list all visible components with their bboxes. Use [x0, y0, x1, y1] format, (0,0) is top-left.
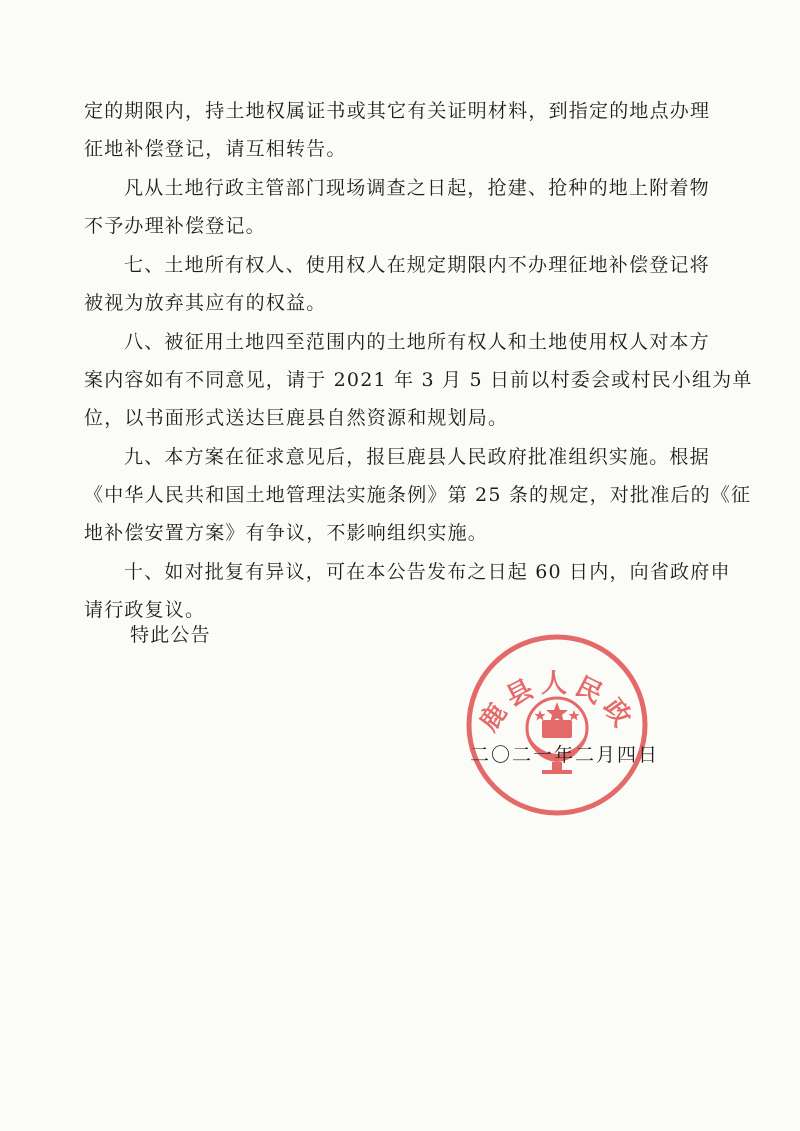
paragraph-line: 不予办理补偿登记。	[84, 215, 266, 237]
paragraph-line: 案内容如有不同意见，请于 2021 年 3 月 5 日前以村委会或村民小组为单	[84, 369, 753, 391]
paragraph-line: 八、被征用土地四至范围内的土地所有权人和土地使用权人对本方	[124, 331, 710, 353]
paragraph-line: 地补偿安置方案》有争议，不影响组织实施。	[84, 522, 489, 544]
seal-text: 鹿县人民政	[473, 668, 641, 738]
paragraph-line: 征地补偿登记，请互相转告。	[84, 138, 347, 160]
paragraph-line: 七、土地所有权人、使用权人在规定期限内不办理征地补偿登记将	[124, 254, 710, 276]
paragraph-line: 请行政复议。	[84, 599, 206, 621]
paragraph-line: 位，以书面形式送达巨鹿县自然资源和规划局。	[84, 407, 509, 429]
paragraph-no-compensation	[84, 169, 744, 245]
paragraph-registration-period	[84, 92, 744, 168]
paragraph-item-eight	[84, 323, 753, 437]
paragraph-item-seven	[84, 246, 744, 322]
issue-date: 二〇二一年二月四日	[470, 744, 660, 766]
paragraph-line: 凡从土地行政主管部门现场调查之日起，抢建、抢种的地上附着物	[124, 177, 710, 199]
notice-body	[84, 92, 753, 630]
paragraph-item-nine	[84, 438, 752, 552]
paragraph-line: 《中华人民共和国土地管理法实施条例》第 25 条的规定，对批准后的《征	[84, 484, 752, 506]
paragraph-line: 定的期限内，持土地权属证书或其它有关证明材料，到指定的地点办理	[84, 100, 711, 122]
paragraph-line: 十、如对批复有异议，可在本公告发布之日起 60 日内，向省政府申	[124, 561, 731, 583]
closing-remark: 特此公告	[130, 624, 211, 646]
paragraph-item-ten	[84, 553, 744, 629]
paragraph-line: 被视为放弃其应有的权益。	[84, 292, 327, 314]
paragraph-line: 九、本方案在征求意见后，报巨鹿县人民政府批准组织实施。根据	[124, 446, 710, 468]
official-seal-icon	[462, 630, 652, 820]
